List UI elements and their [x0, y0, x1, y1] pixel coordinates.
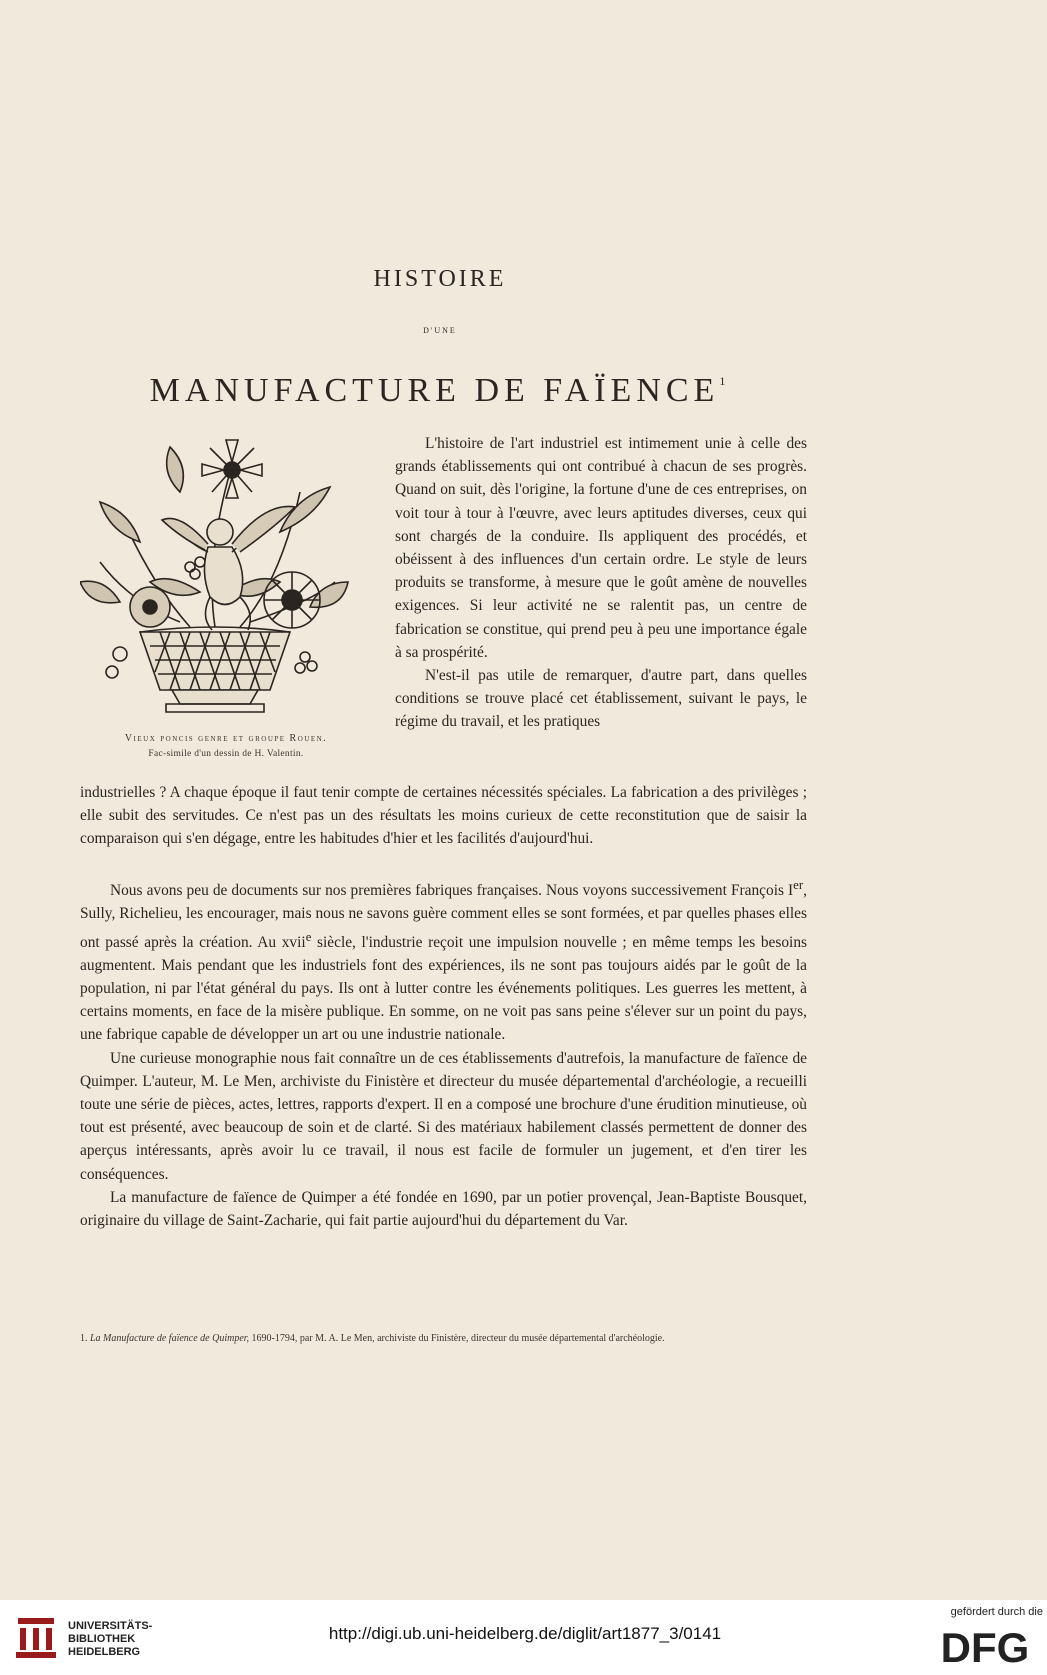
paragraph-2-start: N'est-il pas utile de remarquer, d'autre part, dans quelles conditions se trouve placé cet établissement, suivant le pays, le régime du travail, et les pratiques: [395, 667, 807, 731]
paragraph-3-sup-er: er: [793, 878, 804, 892]
paragraph-5: La manufacture de faïence de Quimper a été fondée en 1690, par un potier provençal, Jean-Baptiste Bousquet, originaire du village de Saint-Zacharie, qui fait partie aujourd'hui du département du Var.: [80, 1188, 807, 1230]
dfg-logo-text: DFG: [940, 1624, 1030, 1668]
text-column-right: [395, 432, 807, 734]
paragraph-2-continued: industrielles ? A chaque époque il faut tenir compte de certaines nécessités spéciales. La fabrication a des privilèges ; elle subit des servitudes. Ce n'est pas un des résultats les moins curieux de cette reconstitution que de saisir la comparaison qui s'en dégage, entre les habitudes d'hier et les facilités d'aujourd'hui.: [80, 784, 807, 848]
footnote: [80, 1331, 807, 1346]
university-library-logo-link[interactable]: [14, 1614, 164, 1662]
sponsor-label: gefördert durch die: [950, 1606, 1043, 1618]
illustration-caption-title: Vieux poncis genre et groupe Rouen.: [124, 733, 328, 744]
paragraph-3-part-c: siècle, l'industrie reçoit une impulsion nouvelle ; en même temps les besoins augmentent. Mais pendant que les industriels font des expériences, ils ne sont pas toujours aidés par le goût de la population, ni par l'état général du pays. Ils ont à lutter contre les événements politiques. Les guerres les mettent, à certains moments, en face de la misère publique. En somme, on ne voit pas sans peine s'élever sur un point du pays, une fabrique capable de développer un art ou une industrie nationale.: [80, 933, 808, 1044]
paragraph-3: [80, 874, 807, 1047]
title-histoire: HISTOIRE: [373, 266, 507, 292]
illustration-caption-credit: Fac-simile d'un dessin de H. Valentin.: [148, 749, 304, 759]
paragraph-2-continued-block: [80, 781, 807, 851]
footnote-title: La Manufacture de faïence de Quimper,: [90, 1333, 250, 1344]
paragraph-4: Une curieuse monographie nous fait connaître un de ces établissements d'autrefois, la manufacture de faïence de Quimper. L'auteur, M. Le Men, archiviste du Finistère et directeur du musée départemental d'archéologie, a recueilli toute une série de pièces, actes, lettres, rapports d'expert. Il en a composé une brochure d'une érudition minutieuse, où tout est présenté, avec beaucoup de soin et de clarté. Si des matériaux habilement classés permettent de donner des aperçus intéressants, après avoir lu ce travail, il nous est facile de formuler un jugement, et d'en tirer les conséquences.: [80, 1049, 807, 1183]
title-footnote-mark: 1: [719, 374, 731, 388]
title-manufacture: [0, 372, 880, 410]
university-name: [68, 1620, 168, 1659]
footnote-text: 1690-1794, par M. A. Le Men, archiviste du Finistère, directeur du musée départemental d'archéologie.: [249, 1333, 665, 1344]
footnote-number: 1.: [80, 1333, 88, 1344]
paragraph-3-sup-e: e: [305, 929, 312, 944]
title-main-text: MANUFACTURE DE FAÏENCE: [149, 372, 720, 409]
vase-flowers-cherub-engraving-icon: [80, 432, 350, 724]
title-dune: D'UNE: [423, 326, 457, 335]
body-text-full-width: [80, 874, 807, 1232]
paragraph-3-part-a: Nous avons peu de documents sur nos premières fabriques françaises. Nous voyons successivement François I: [110, 882, 794, 900]
paragraph-1: L'histoire de l'art industriel est intimement unie à celle des grands établissements qui ont contribué à chacun de ses progrès. Quand on suit, dès l'origine, la fortune d'une de ces entreprises, on voit tour à tour à l'œuvre, avec leurs aptitudes diverses, ceux qui sont chargés de la conduire. Ils appliquent des procédés, et obéissent à des influences d'un certain ordre. Le style de leurs produits se transforme, à mesure que le goût amène de nouvelles exigences. Si leur activité ne se ralentit pas, un centre de fabrication se constitue, qui prend peu à peu une importance égale à sa prospérité.: [395, 435, 807, 661]
university-line-3: HEIDELBERG: [68, 1646, 141, 1658]
paragraph-3-part-b: , Sully, Richelieu, les encourager, mais nous ne savons guère comment elles se sont formées, et par quelles phases elles ont passé après la création. Au xvii: [80, 882, 807, 951]
university-seal-icon: [14, 1614, 58, 1662]
dfg-logo[interactable]: [929, 1624, 1041, 1668]
university-line-2: BIBLIOTHEK: [68, 1633, 136, 1645]
viewer-footer: [0, 1600, 1047, 1675]
permalink-url[interactable]: http://digi.ub.uni-heidelberg.de/diglit/art1877_3/0141: [328, 1624, 722, 1643]
university-line-1: UNIVERSITÄTS-: [68, 1620, 153, 1632]
